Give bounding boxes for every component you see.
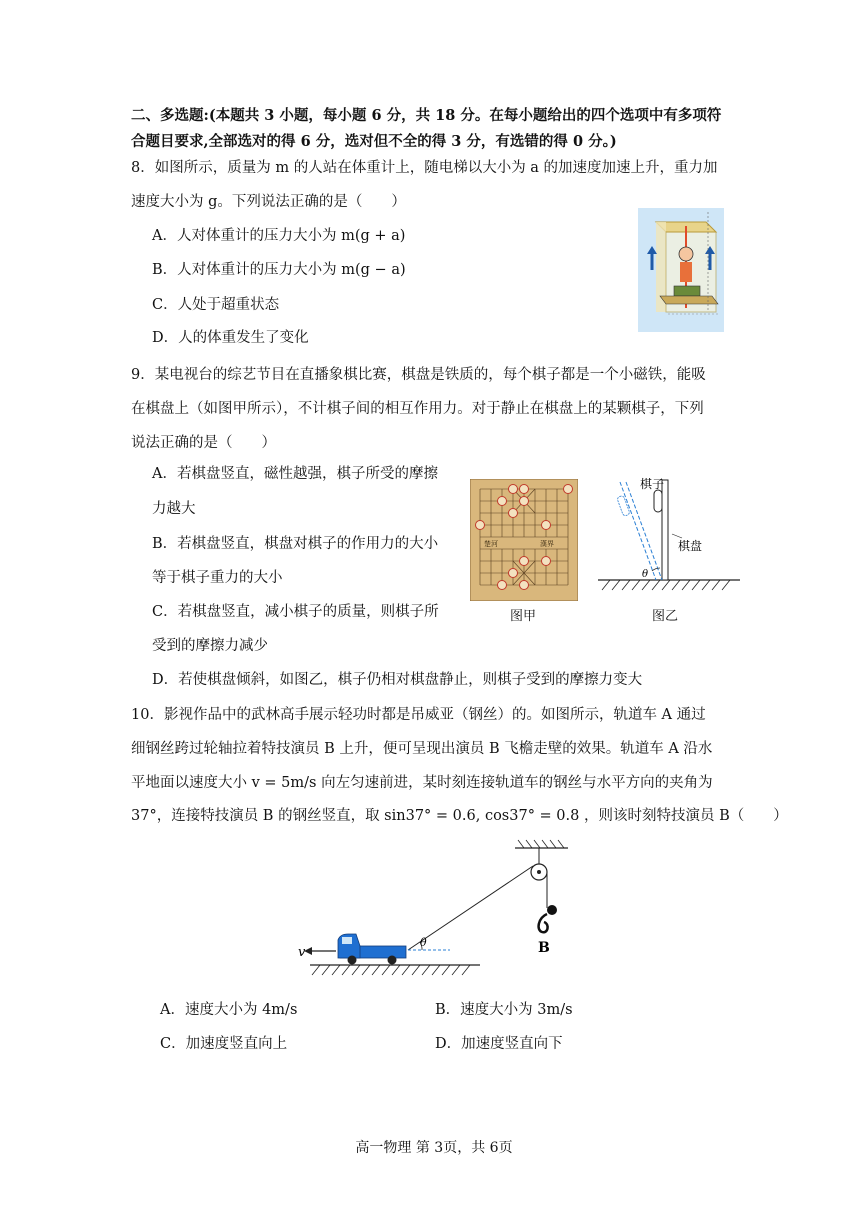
- q10-option-c: C．加速度竖直向上: [160, 1036, 288, 1052]
- page-footer: 高一物理 第 3页，共 6页: [355, 1140, 513, 1156]
- q10-option-b: B．速度大小为 3m/s: [435, 1002, 573, 1018]
- chess-piece: [498, 497, 507, 506]
- section-header-line1: 二、多选题:(本题共 3 小题，每小题 6 分，共 18 分。在每小题给出的四个选项中有多项符: [131, 107, 722, 124]
- q8-stem-line2: 速度大小为 g。下列说法正确的是（ ）: [131, 194, 406, 210]
- river-right-label: 漢界: [540, 540, 554, 548]
- tilted-board-dashed: [620, 482, 656, 580]
- q9-option-d: D．若使棋盘倾斜，如图乙，棋子仍相对棋盘静止，则棋子受到的摩擦力变大: [152, 672, 643, 688]
- v-label: v: [298, 945, 306, 960]
- piece-label: 棋子: [640, 477, 665, 491]
- figure-yi-caption: 图乙: [652, 609, 679, 624]
- rope-to-truck: [408, 866, 533, 950]
- q10-stem-line4: 37°，连接特技演员 B 的钢丝竖直，取 sin37° = 0.6, cos37° = 0.8 ，则该时刻特技演员 B（ ）: [131, 808, 788, 824]
- q9-stem-line1: 9．某电视台的综艺节目在直播象棋比赛，棋盘是铁质的，每个棋子都是一个小磁铁，能吸: [131, 367, 706, 383]
- scale: [674, 286, 700, 296]
- board-label: 棋盘: [678, 539, 703, 553]
- chess-piece: [564, 485, 573, 494]
- chess-piece: [520, 581, 529, 590]
- chess-piece: [542, 521, 551, 530]
- q10-option-d: D．加速度竖直向下: [435, 1036, 563, 1052]
- q8-option-a: A．人对体重计的压力大小为 m(g + a): [152, 228, 406, 244]
- q10-stem-line1: 10．影视作品中的武林高手展示轻功时都是吊威亚（钢丝）的。如图所示，轨道车 A 通过: [131, 707, 706, 723]
- q9-option-a-line1: A．若棋盘竖直，磁性越强，棋子所受的摩擦: [152, 466, 438, 482]
- q8-option-d: D．人的体重发生了变化: [152, 330, 309, 346]
- q10-stem-line2: 细钢丝跨过轮轴拉着特技演员 B 上升，便可呈现出演员 B 飞檐走壁的效果。轨道车 A 沿水: [131, 741, 713, 757]
- chess-piece: [498, 581, 507, 590]
- elevator-figure: [638, 208, 724, 332]
- tilted-board-figure: [598, 476, 740, 594]
- truck-pulley-figure: [290, 838, 580, 988]
- chess-piece-on-board: [654, 490, 662, 512]
- b-label: B: [538, 940, 550, 956]
- q9-option-c-line1: C．若棋盘竖直，减小棋子的质量，则棋子所: [152, 604, 439, 620]
- q8-option-c: C．人处于超重状态: [152, 297, 280, 313]
- chess-piece: [476, 521, 485, 530]
- q9-stem-line3: 说法正确的是（ ）: [131, 435, 276, 451]
- performer-b: [547, 905, 557, 915]
- q9-option-b-line1: B．若棋盘竖直，棋盘对棋子的作用力的大小: [152, 536, 439, 552]
- chessboard-figure: [470, 479, 578, 601]
- section-header-line2: 合题目要求,全部选对的得 6 分，选对但不全的得 3 分，有选错的得 0 分。): [131, 133, 617, 150]
- q9-option-a-line2: 力越大: [152, 501, 196, 517]
- chess-piece: [520, 485, 529, 494]
- person-head: [679, 247, 693, 261]
- q8-stem-line1: 8．如图所示，质量为 m 的人站在体重计上，随电梯以大小为 a 的加速度加速上升，重力加: [131, 160, 718, 176]
- truck-wheel: [388, 956, 397, 965]
- theta-label: θ: [420, 936, 427, 949]
- theta-label: θ: [642, 569, 649, 580]
- truck-wheel: [348, 956, 357, 965]
- chess-piece: [509, 485, 518, 494]
- vertical-board: [662, 480, 668, 580]
- chess-piece: [509, 569, 518, 578]
- q9-option-b-line2: 等于棋子重力的大小: [152, 570, 283, 586]
- chess-piece: [509, 509, 518, 518]
- figure-jia-caption: 图甲: [510, 609, 537, 624]
- q8-option-b: B．人对体重计的压力大小为 m(g − a): [152, 262, 406, 278]
- chess-piece: [520, 497, 529, 506]
- q9-option-c-line2: 受到的摩擦力减少: [152, 638, 268, 654]
- q10-stem-line3: 平地面以速度大小 v = 5m/s 向左匀速前进，某时刻连接轨道车的钢丝与水平方向的夹角为: [131, 775, 713, 791]
- chess-piece: [542, 557, 551, 566]
- person-body: [680, 262, 692, 282]
- chess-piece: [520, 557, 529, 566]
- river-left-label: 楚河: [484, 540, 498, 548]
- q10-option-a: A．速度大小为 4m/s: [160, 1002, 298, 1018]
- q9-stem-line2: 在棋盘上（如图甲所示），不计棋子间的相互作用力。对于静止在棋盘上的某颗棋子，下列: [131, 401, 704, 417]
